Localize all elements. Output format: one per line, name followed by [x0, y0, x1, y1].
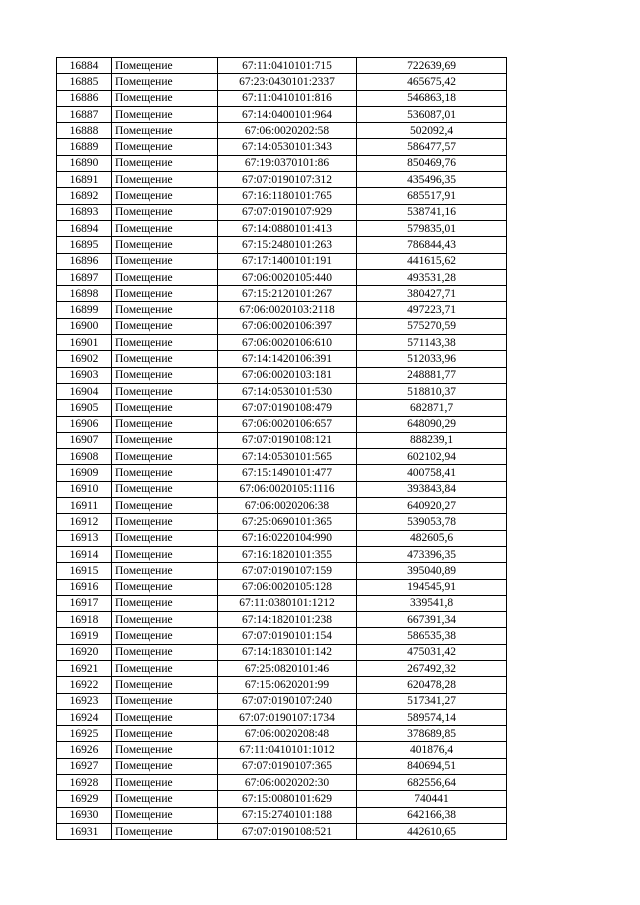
cadastral-number-cell: 67:15:0080101:629	[218, 791, 357, 807]
object-type-cell: Помещение	[112, 416, 218, 432]
row-number-cell: 16886	[57, 90, 112, 106]
object-type-cell: Помещение	[112, 302, 218, 318]
cadastral-number-cell: 67:11:0410101:715	[218, 58, 357, 74]
table-row	[57, 335, 507, 351]
object-type-cell: Помещение	[112, 660, 218, 676]
row-number-cell: 16915	[57, 563, 112, 579]
cadastral-value-cell: 546863,18	[357, 90, 507, 106]
table-row	[57, 432, 507, 448]
object-type-cell: Помещение	[112, 628, 218, 644]
table-row	[57, 383, 507, 399]
cadastral-number-cell: 67:06:0020202:58	[218, 123, 357, 139]
cadastral-number-cell: 67:07:0190101:154	[218, 628, 357, 644]
table-row	[57, 775, 507, 791]
cadastral-value-cell: 518810,37	[357, 383, 507, 399]
cadastral-number-cell: 67:15:0620201:99	[218, 677, 357, 693]
table-row	[57, 90, 507, 106]
cadastral-value-cell: 786844,43	[357, 237, 507, 253]
cadastral-value-cell: 888239,1	[357, 432, 507, 448]
cadastral-number-cell: 67:25:0820101:46	[218, 660, 357, 676]
object-type-cell: Помещение	[112, 318, 218, 334]
cadastral-value-cell: 400758,41	[357, 465, 507, 481]
row-number-cell: 16923	[57, 693, 112, 709]
object-type-cell: Помещение	[112, 123, 218, 139]
table-row	[57, 449, 507, 465]
cadastral-number-cell: 67:14:1820101:238	[218, 612, 357, 628]
table-row	[57, 563, 507, 579]
row-number-cell: 16924	[57, 709, 112, 725]
object-type-cell: Помещение	[112, 139, 218, 155]
cadastral-number-cell: 67:23:0430101:2337	[218, 74, 357, 90]
cadastral-number-cell: 67:06:0020106:657	[218, 416, 357, 432]
cadastral-value-cell: 475031,42	[357, 644, 507, 660]
cadastral-value-cell: 536087,01	[357, 106, 507, 122]
cadastral-number-cell: 67:11:0380101:1212	[218, 595, 357, 611]
table-row	[57, 155, 507, 171]
cadastral-number-cell: 67:14:1830101:142	[218, 644, 357, 660]
object-type-cell: Помещение	[112, 481, 218, 497]
cadastral-number-cell: 67:06:0020106:397	[218, 318, 357, 334]
cadastral-value-cell: 380427,71	[357, 286, 507, 302]
cadastral-value-cell: 682556,64	[357, 775, 507, 791]
row-number-cell: 16917	[57, 595, 112, 611]
object-type-cell: Помещение	[112, 677, 218, 693]
row-number-cell: 16892	[57, 188, 112, 204]
row-number-cell: 16905	[57, 400, 112, 416]
table-row	[57, 351, 507, 367]
cadastral-number-cell: 67:11:0410101:816	[218, 90, 357, 106]
row-number-cell: 16931	[57, 823, 112, 839]
row-number-cell: 16912	[57, 514, 112, 530]
cadastral-number-cell: 67:06:0020103:181	[218, 367, 357, 383]
cadastral-value-cell: 194545,91	[357, 579, 507, 595]
cadastral-value-cell: 267492,32	[357, 660, 507, 676]
cadastral-number-cell: 67:06:0020103:2118	[218, 302, 357, 318]
table-row	[57, 58, 507, 74]
cadastral-value-cell: 442610,65	[357, 823, 507, 839]
object-type-cell: Помещение	[112, 106, 218, 122]
object-type-cell: Помещение	[112, 546, 218, 562]
table-row	[57, 481, 507, 497]
cadastral-value-cell: 395040,89	[357, 563, 507, 579]
row-number-cell: 16887	[57, 106, 112, 122]
cadastral-number-cell: 67:07:0190108:479	[218, 400, 357, 416]
cadastral-value-cell: 482605,6	[357, 530, 507, 546]
cadastral-number-cell: 67:15:2480101:263	[218, 237, 357, 253]
object-type-cell: Помещение	[112, 530, 218, 546]
object-type-cell: Помещение	[112, 155, 218, 171]
cadastral-value-cell: 740441	[357, 791, 507, 807]
table-row	[57, 204, 507, 220]
cadastral-value-cell: 850469,76	[357, 155, 507, 171]
row-number-cell: 16889	[57, 139, 112, 155]
table-row	[57, 791, 507, 807]
table-row	[57, 660, 507, 676]
row-number-cell: 16885	[57, 74, 112, 90]
object-type-cell: Помещение	[112, 775, 218, 791]
object-type-cell: Помещение	[112, 367, 218, 383]
cadastral-number-cell: 67:16:1180101:765	[218, 188, 357, 204]
cadastral-value-cell: 393843,84	[357, 481, 507, 497]
cadastral-value-cell: 602102,94	[357, 449, 507, 465]
cadastral-number-cell: 67:07:0190107:159	[218, 563, 357, 579]
cadastral-number-cell: 67:19:0370101:86	[218, 155, 357, 171]
row-number-cell: 16925	[57, 726, 112, 742]
cadastral-number-cell: 67:14:0530101:530	[218, 383, 357, 399]
cadastral-value-cell: 682871,7	[357, 400, 507, 416]
cadastral-value-cell: 378689,85	[357, 726, 507, 742]
object-type-cell: Помещение	[112, 220, 218, 236]
cadastral-value-cell: 441615,62	[357, 253, 507, 269]
table-row	[57, 286, 507, 302]
cadastral-value-cell: 685517,91	[357, 188, 507, 204]
row-number-cell: 16897	[57, 269, 112, 285]
cadastral-number-cell: 67:14:0530101:343	[218, 139, 357, 155]
object-type-cell: Помещение	[112, 58, 218, 74]
row-number-cell: 16908	[57, 449, 112, 465]
table-row	[57, 644, 507, 660]
row-number-cell: 16904	[57, 383, 112, 399]
row-number-cell: 16906	[57, 416, 112, 432]
table-row	[57, 74, 507, 90]
row-number-cell: 16901	[57, 335, 112, 351]
row-number-cell: 16909	[57, 465, 112, 481]
table-row	[57, 546, 507, 562]
object-type-cell: Помещение	[112, 172, 218, 188]
cadastral-value-cell: 401876,4	[357, 742, 507, 758]
cadastral-value-cell: 642166,38	[357, 807, 507, 823]
table-row	[57, 302, 507, 318]
cadastral-number-cell: 67:06:0020105:440	[218, 269, 357, 285]
table-row	[57, 253, 507, 269]
table-row	[57, 628, 507, 644]
cadastral-value-cell: 248881,77	[357, 367, 507, 383]
table-row	[57, 123, 507, 139]
object-type-cell: Помещение	[112, 383, 218, 399]
object-type-cell: Помещение	[112, 335, 218, 351]
row-number-cell: 16893	[57, 204, 112, 220]
object-type-cell: Помещение	[112, 400, 218, 416]
row-number-cell: 16928	[57, 775, 112, 791]
table-row	[57, 106, 507, 122]
table-row	[57, 188, 507, 204]
table-row	[57, 416, 507, 432]
row-number-cell: 16921	[57, 660, 112, 676]
cadastral-value-cell: 648090,29	[357, 416, 507, 432]
cadastral-value-cell: 575270,59	[357, 318, 507, 334]
cadastral-number-cell: 67:14:0880101:413	[218, 220, 357, 236]
row-number-cell: 16914	[57, 546, 112, 562]
row-number-cell: 16900	[57, 318, 112, 334]
table-row	[57, 367, 507, 383]
object-type-cell: Помещение	[112, 514, 218, 530]
row-number-cell: 16888	[57, 123, 112, 139]
table-row	[57, 595, 507, 611]
row-number-cell: 16927	[57, 758, 112, 774]
object-type-cell: Помещение	[112, 253, 218, 269]
cadastral-number-cell: 67:25:0690101:365	[218, 514, 357, 530]
object-type-cell: Помещение	[112, 726, 218, 742]
cadastral-value-cell: 512033,96	[357, 351, 507, 367]
table-row	[57, 400, 507, 416]
object-type-cell: Помещение	[112, 498, 218, 514]
table-row	[57, 498, 507, 514]
table-row	[57, 318, 507, 334]
table-row	[57, 726, 507, 742]
object-type-cell: Помещение	[112, 742, 218, 758]
object-type-cell: Помещение	[112, 579, 218, 595]
cadastral-number-cell: 67:06:0020105:1116	[218, 481, 357, 497]
cadastral-value-cell: 722639,69	[357, 58, 507, 74]
object-type-cell: Помещение	[112, 204, 218, 220]
cadastral-value-cell: 539053,78	[357, 514, 507, 530]
cadastral-value-cell: 620478,28	[357, 677, 507, 693]
cadastral-value-cell: 586535,38	[357, 628, 507, 644]
row-number-cell: 16913	[57, 530, 112, 546]
row-number-cell: 16903	[57, 367, 112, 383]
table-row	[57, 612, 507, 628]
cadastral-value-cell: 497223,71	[357, 302, 507, 318]
object-type-cell: Помещение	[112, 823, 218, 839]
object-type-cell: Помещение	[112, 237, 218, 253]
table-row	[57, 758, 507, 774]
cadastral-value-cell: 840694,51	[357, 758, 507, 774]
table-row	[57, 807, 507, 823]
cadastral-number-cell: 67:14:1420106:391	[218, 351, 357, 367]
cadastral-number-cell: 67:11:0410101:1012	[218, 742, 357, 758]
row-number-cell: 16920	[57, 644, 112, 660]
table-row	[57, 465, 507, 481]
table-row	[57, 693, 507, 709]
table-row	[57, 677, 507, 693]
cadastral-number-cell: 67:16:1820101:355	[218, 546, 357, 562]
row-number-cell: 16922	[57, 677, 112, 693]
cadastral-value-cell: 667391,34	[357, 612, 507, 628]
cadastral-value-cell: 473396,35	[357, 546, 507, 562]
table-row	[57, 530, 507, 546]
cadastral-number-cell: 67:06:0020106:610	[218, 335, 357, 351]
row-number-cell: 16902	[57, 351, 112, 367]
table-row	[57, 742, 507, 758]
object-type-cell: Помещение	[112, 791, 218, 807]
row-number-cell: 16929	[57, 791, 112, 807]
object-type-cell: Помещение	[112, 74, 218, 90]
cadastral-number-cell: 67:07:0190107:240	[218, 693, 357, 709]
cadastral-value-cell: 339541,8	[357, 595, 507, 611]
row-number-cell: 16895	[57, 237, 112, 253]
cadastral-value-cell: 435496,35	[357, 172, 507, 188]
object-type-cell: Помещение	[112, 807, 218, 823]
cadastral-number-cell: 67:06:0020206:38	[218, 498, 357, 514]
cadastral-value-cell: 640920,27	[357, 498, 507, 514]
table-row	[57, 237, 507, 253]
table-row	[57, 579, 507, 595]
row-number-cell: 16918	[57, 612, 112, 628]
cadastral-value-cell: 538741,16	[357, 204, 507, 220]
row-number-cell: 16896	[57, 253, 112, 269]
object-type-cell: Помещение	[112, 188, 218, 204]
cadastral-number-cell: 67:06:0020208:48	[218, 726, 357, 742]
cadastral-value-cell: 517341,27	[357, 693, 507, 709]
cadastral-number-cell: 67:06:0020105:128	[218, 579, 357, 595]
cadastral-number-cell: 67:07:0190108:121	[218, 432, 357, 448]
table-row	[57, 139, 507, 155]
cadastral-number-cell: 67:16:0220104:990	[218, 530, 357, 546]
cadastral-number-cell: 67:07:0190107:365	[218, 758, 357, 774]
cadastral-value-cell: 579835,01	[357, 220, 507, 236]
row-number-cell: 16894	[57, 220, 112, 236]
table-row	[57, 269, 507, 285]
row-number-cell: 16907	[57, 432, 112, 448]
cadastral-value-cell: 465675,42	[357, 74, 507, 90]
cadastral-number-cell: 67:14:0400101:964	[218, 106, 357, 122]
object-type-cell: Помещение	[112, 449, 218, 465]
cadastral-number-cell: 67:14:0530101:565	[218, 449, 357, 465]
cadastral-number-cell: 67:07:0190107:1734	[218, 709, 357, 725]
object-type-cell: Помещение	[112, 595, 218, 611]
object-type-cell: Помещение	[112, 612, 218, 628]
property-table	[56, 57, 507, 840]
cadastral-number-cell: 67:07:0190107:929	[218, 204, 357, 220]
row-number-cell: 16884	[57, 58, 112, 74]
object-type-cell: Помещение	[112, 286, 218, 302]
object-type-cell: Помещение	[112, 351, 218, 367]
cadastral-value-cell: 502092,4	[357, 123, 507, 139]
row-number-cell: 16891	[57, 172, 112, 188]
row-number-cell: 16916	[57, 579, 112, 595]
cadastral-number-cell: 67:06:0020202:30	[218, 775, 357, 791]
table-row	[57, 220, 507, 236]
row-number-cell: 16910	[57, 481, 112, 497]
object-type-cell: Помещение	[112, 709, 218, 725]
row-number-cell: 16911	[57, 498, 112, 514]
object-type-cell: Помещение	[112, 758, 218, 774]
row-number-cell: 16899	[57, 302, 112, 318]
cadastral-number-cell: 67:15:2120101:267	[218, 286, 357, 302]
cadastral-value-cell: 589574,14	[357, 709, 507, 725]
table-row	[57, 823, 507, 839]
object-type-cell: Помещение	[112, 90, 218, 106]
row-number-cell: 16926	[57, 742, 112, 758]
object-type-cell: Помещение	[112, 563, 218, 579]
cadastral-number-cell: 67:15:2740101:188	[218, 807, 357, 823]
cadastral-value-cell: 571143,38	[357, 335, 507, 351]
row-number-cell: 16919	[57, 628, 112, 644]
cadastral-number-cell: 67:07:0190107:312	[218, 172, 357, 188]
cadastral-value-cell: 493531,28	[357, 269, 507, 285]
object-type-cell: Помещение	[112, 269, 218, 285]
table-row	[57, 514, 507, 530]
cadastral-number-cell: 67:07:0190108:521	[218, 823, 357, 839]
object-type-cell: Помещение	[112, 465, 218, 481]
row-number-cell: 16890	[57, 155, 112, 171]
cadastral-number-cell: 67:15:1490101:477	[218, 465, 357, 481]
table-row	[57, 709, 507, 725]
table-row	[57, 172, 507, 188]
object-type-cell: Помещение	[112, 432, 218, 448]
row-number-cell: 16930	[57, 807, 112, 823]
object-type-cell: Помещение	[112, 644, 218, 660]
row-number-cell: 16898	[57, 286, 112, 302]
cadastral-number-cell: 67:17:1400101:191	[218, 253, 357, 269]
object-type-cell: Помещение	[112, 693, 218, 709]
table-body	[57, 58, 507, 840]
cadastral-value-cell: 586477,57	[357, 139, 507, 155]
